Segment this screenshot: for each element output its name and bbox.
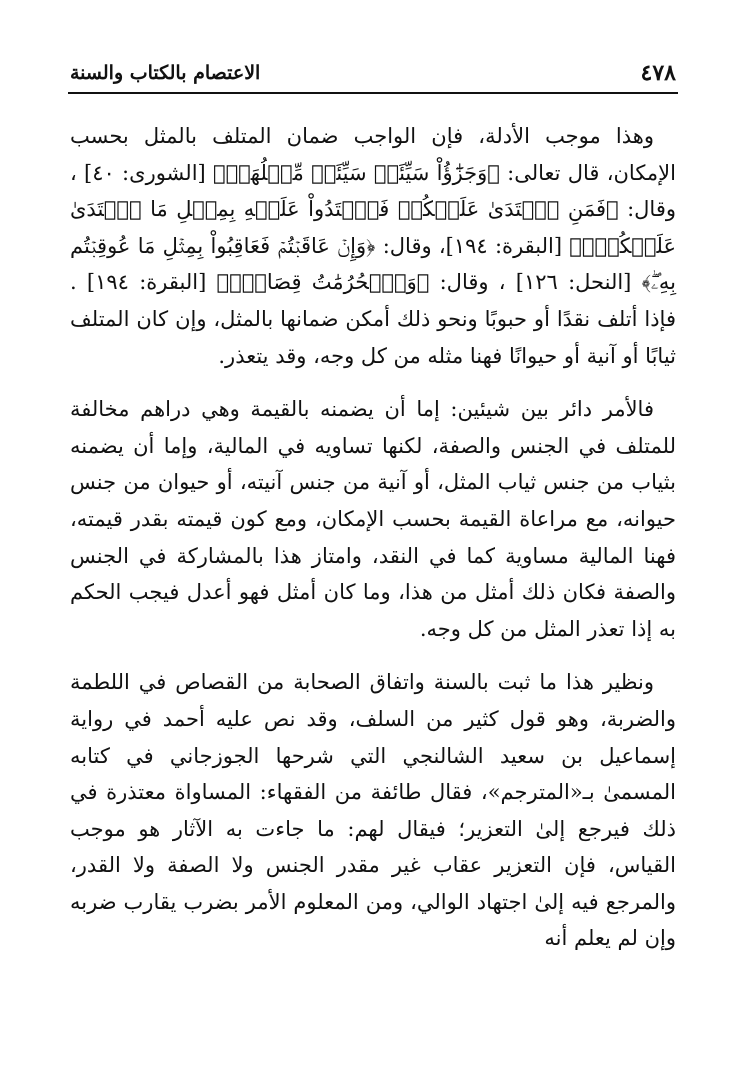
page-body: [70, 118, 676, 957]
paragraph: وهذا موجب الأدلة، فإن الواجب ضمان المتلف بالمثل بحسب الإمكان، قال تعالى: ﴿وَجَزَٰٓؤُاْ سَيِّئَةٖ سَيِّئَةٞ مِّثۡلُهَاۖ﴾ [الشورى: ٤٠] ، وقال: ﴿فَمَنِ ٱعۡتَدَىٰ عَلَيۡكُمۡ فَٱعۡتَدُواْ عَلَيۡهِ بِمِثۡلِ مَا ٱعۡتَدَىٰ عَلَيۡكُمۡۚ﴾ [البقرة: ١٩٤]، وقال: ﴿وَإِنۡ عَاقَبۡتُمۡ فَعَاقِبُواْ بِمِثۡلِ مَا عُوقِبۡتُم بِهِۦۖ﴾ [النحل: ١٢٦] ، وقال: ﴿وَٱلۡحُرُمَٰتُ قِصَاصٞۚ﴾ [البقرة: ١٩٤] . فإذا أتلف نقدًا أو حبوبًا ونحو ذلك أمكن ضمانها بالمثل، وإن كان المتلف ثيابًا أو آنية أو حيوانًا فهنا مثله من كل وجه، وقد يتعذر.: [70, 124, 676, 368]
header-divider: [68, 92, 678, 94]
paragraph: ونظير هذا ما ثبت بالسنة واتفاق الصحابة من القصاص في اللطمة والضربة، وهو قول كثير من السلف، وقد نص عليه أحمد في رواية إسماعيل بن سعيد الشالنجي التي شرحها الجوزجاني في كتابه المسمىٰ بـ«المترجم»، فقال طائفة من الفقهاء: المساواة معتذرة في ذلك فيرجع إلىٰ التعزير؛ فيقال لهم: ما جاءت به الآثار هو موجب القياس، فإن التعزير عقاب غير مقدر الجنس ولا الصفة ولا القدر، والمرجع فيه إلىٰ اجتهاد الوالي، ومن المعلوم الأمر بضرب يقارب ضربه وإن لم يعلم أنه: [70, 670, 676, 951]
page-number: ٤٧٨: [640, 60, 676, 86]
page-header: [70, 58, 676, 88]
paragraph: فالأمر دائر بين شيئين: إما أن يضمنه بالقيمة وهي دراهم مخالفة للمتلف في الجنس والصفة، لكنها تساويه في المالية، وإما أن يضمنه بثياب من جنس ثياب المثل، أو آنية من جنس آنيته، أو حيوان من جنس حيوانه، مع مراعاة القيمة بحسب الإمكان، ومع كون قيمته بقدر قيمته، فهنا المالية مساوية كما في النقد، وامتاز هذا بالمشاركة في الجنس والصفة فكان ذلك أمثل من هذا، وما كان أمثل فهو أعدل فيجب الحكم به إذا تعذر المثل من كل وجه.: [70, 397, 676, 641]
running-title: الاعتصام بالكتاب والسنة: [70, 62, 261, 84]
